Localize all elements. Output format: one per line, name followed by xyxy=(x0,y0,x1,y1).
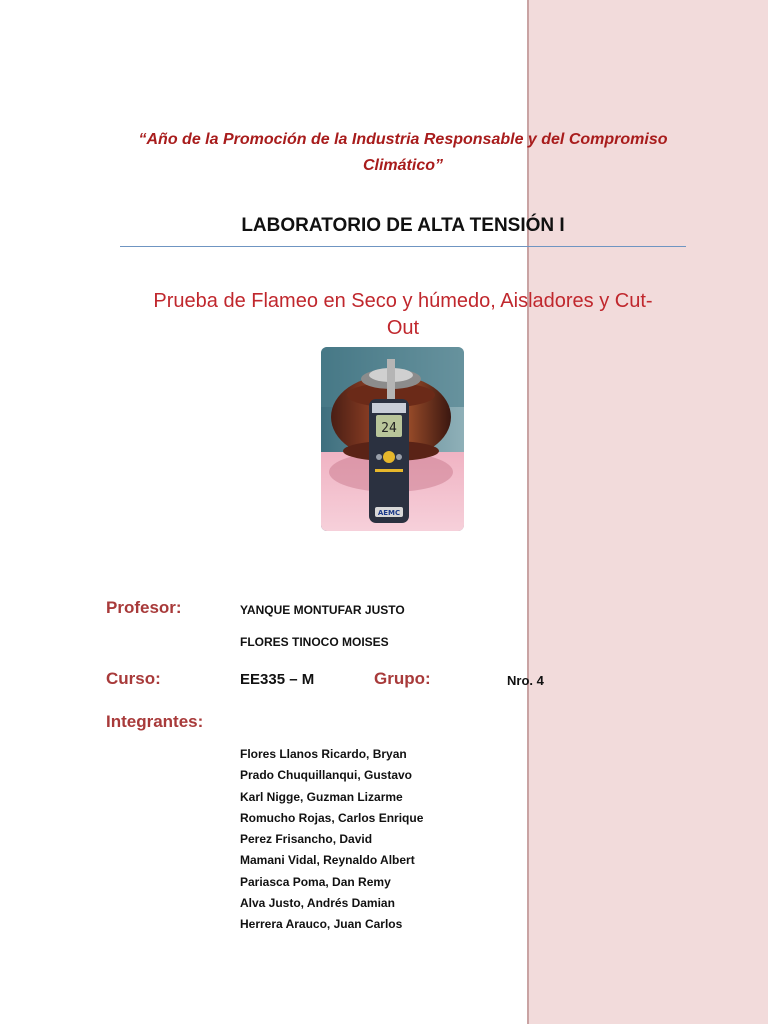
list-item: Mamani Vidal, Reynaldo Albert xyxy=(240,853,415,868)
list-item: Flores Llanos Ricardo, Bryan xyxy=(240,747,407,761)
subtitle-line-1: Prueba de Flameo en Seco y húmedo, Aisladores y Cut- xyxy=(153,290,653,312)
list-item: Romucho Rojas, Carlos Enrique xyxy=(240,810,424,825)
list-item: Karl Nigge, Guzman Lizarme xyxy=(240,789,403,804)
profesor-label: Profesor: xyxy=(106,598,182,617)
title-rule xyxy=(120,246,686,247)
motto xyxy=(120,127,686,179)
members-list xyxy=(240,744,423,936)
report-subtitle xyxy=(120,288,686,342)
lab-title: LABORATORIO DE ALTA TENSIÓN I xyxy=(241,215,565,236)
list-item: Perez Frisancho, David xyxy=(240,832,373,847)
grupo-value: Nro. 4 xyxy=(507,673,544,688)
integrantes-label: Integrantes: xyxy=(106,712,204,731)
grupo-label: Grupo: xyxy=(374,669,431,688)
list-item: Prado Chuquillanqui, Gustavo xyxy=(240,768,413,783)
list-item: Alva Justo, Andrés Damian xyxy=(240,896,395,911)
list-item: Herrera Arauco, Juan Carlos xyxy=(240,917,403,932)
meter-reading: 24 xyxy=(381,421,397,436)
insulator-meter-illustration xyxy=(321,347,464,531)
profesor-name-2: FLORES TINOCO MOISES xyxy=(240,635,389,649)
motto-line-2: Climático” xyxy=(362,157,443,174)
curso-value: EE335 – M xyxy=(240,671,315,688)
subtitle-line-2: Out xyxy=(386,317,420,339)
curso-label: Curso: xyxy=(106,669,161,688)
motto-line-1: “Año de la Promoción de la Industria Responsable y del Compromiso xyxy=(138,131,668,148)
list-item: Pariasca Poma, Dan Remy xyxy=(240,874,391,889)
profesor-name-1: YANQUE MONTUFAR JUSTO xyxy=(240,603,405,617)
meter-brand: AEMC xyxy=(377,509,401,517)
cover-photo xyxy=(321,347,464,531)
